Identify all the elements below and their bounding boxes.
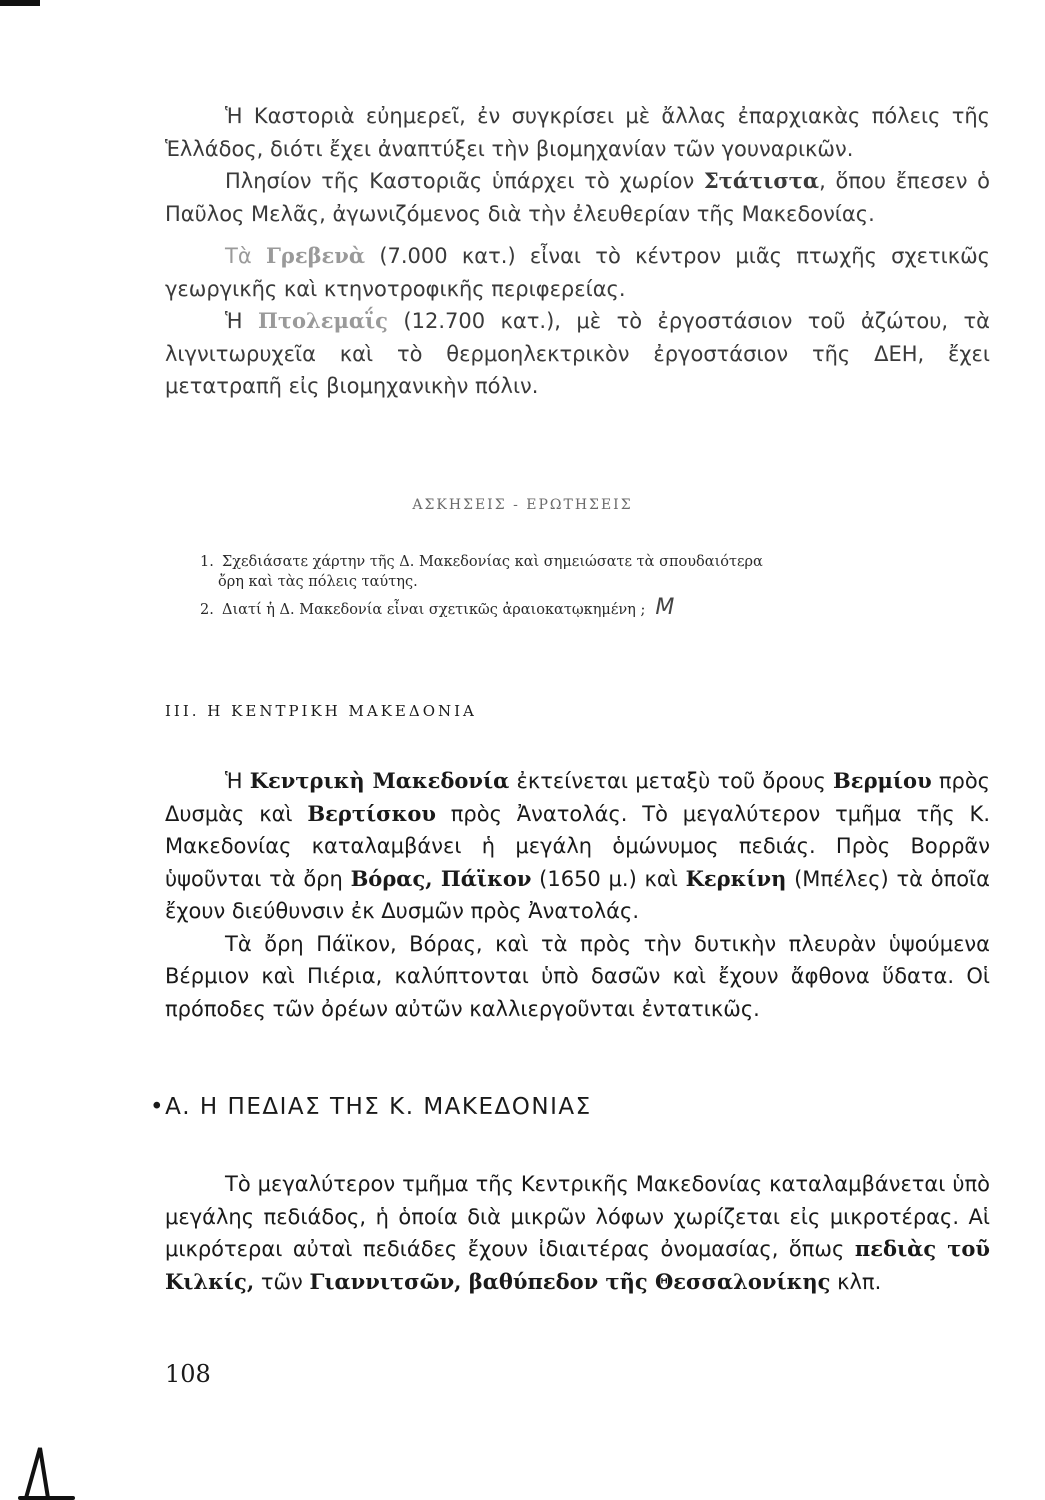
chapter-heading-wrap: [165, 702, 990, 720]
question-text: Σχεδιάσατε χάρτην τῆς Δ. Μακεδονίας καὶ σημειώσατε τὰ σπουδαιότερα: [222, 554, 763, 570]
questions-list: [200, 552, 990, 620]
section-heading: •Α. Η ΠΕΔΙΑΣ ΤΗΣ Κ. ΜΑΚΕΔΟΝΙΑΣ: [150, 1094, 592, 1120]
bold-term: Στάτιστα: [703, 168, 820, 193]
bold-term: Βερμίου: [833, 768, 932, 793]
paragraph-grevena: [165, 240, 990, 305]
chapter-heading: ΙΙΙ. Η ΚΕΝΤΡΙΚΗ ΜΑΚΕΔΟΝΙΑ: [165, 702, 477, 720]
handwritten-mark: M: [655, 595, 675, 620]
text-span: τῶν: [254, 1269, 310, 1294]
text-span: (1650 μ.) καὶ: [531, 866, 686, 891]
bold-term: πεδιὰς τοῦ Κιλκίς,: [165, 1236, 990, 1294]
central-paragraphs: [165, 765, 990, 1025]
text-span: κλπ.: [830, 1269, 882, 1294]
bold-term: Κεντρικὴ Μακεδονία: [249, 768, 510, 793]
bold-term: Κερκίνη: [685, 865, 787, 891]
handwritten-stroke-icon: [18, 1440, 78, 1500]
text-span: (12.700 κατ.), μὲ τὸ ἐργοστάσιον τοῦ ἀζώτου, τὰ λιγνιτωρυχεῖα καὶ τὸ θερμοηλεκτρικὸν ἐργοστάσιον τῆς ΔΕΗ, ἔχει μετατραπῆ εἰς βιομηχανικὴν πόλιν.: [165, 309, 990, 398]
scan-corner-mark: [0, 0, 40, 6]
question-item: [200, 595, 990, 620]
text-span: Τὸ μεγαλύτερον τμῆμα τῆς Κεντρικῆς Μακεδονίας καταλαμβάνεται ὑπὸ μεγάλης πεδιάδος, ἡ ὁποία διὰ μικρῶν λόφων χωρίζεται εἰς μικροτέρας. Αἱ μικρότεραι αὐταὶ πεδιάδες ἔχουν ἰδιαιτέρας ὀνομασίας, ὅπως: [165, 1172, 990, 1261]
paragraph-statista: [165, 165, 990, 230]
text-span: , ὅπου ἔπεσεν ὁ Παῦλος Μελᾶς, ἀγωνιζόμενος διὰ τὴν ἐλευθερίαν τῆς Μακεδονίας.: [165, 169, 990, 226]
question-number: 1.: [200, 554, 214, 570]
bold-term: Βόρας, Πάϊκον: [350, 865, 532, 891]
question-text: Διατί ἡ Δ. Μακεδονία εἶναι σχετικῶς ἀραιοκατῳκημένη ;: [222, 602, 646, 618]
text-span: ἐκτείνεται μεταξὺ τοῦ ὄρους: [509, 769, 834, 793]
paragraph-kastoria: Ἡ Καστοριὰ εὐημερεῖ, ἐν συγκρίσει μὲ ἄλλας ἐπαρχιακὰς πόλεις τῆς Ἑλλάδος, διότι ἔχει ἀναπτύξει τὴν βιομηχανίαν τῶν γουναρικῶν.: [165, 104, 990, 161]
top-paragraphs: [165, 100, 990, 403]
page-number: 108: [165, 1360, 211, 1388]
question-item-continuation: ὄρη καὶ τὰς πόλεις ταύτης.: [218, 574, 418, 590]
bold-term: Γιαννιτσῶν, βαθύπεδον τῆς Θεσσαλονίκης: [309, 1268, 831, 1294]
bold-term: Πτολεμαΐς: [258, 308, 388, 333]
question-number: 2.: [200, 602, 214, 618]
paragraph-mountains: Τὰ ὄρη Πάϊκον, Βόρας, καὶ τὰ πρὸς τὴν δυτικὴν πλευρὰν ὑψούμενα Βέρμιον καὶ Πιέρια, καλύπτονται ὑπὸ δασῶν καὶ ἔχουν ἄφθονα ὕδατα. Οἱ πρόποδες τῶν ὀρέων αὐτῶν καλλιεργοῦνται ἐντατικῶς.: [165, 931, 990, 1021]
text-span: Ἡ: [225, 309, 259, 333]
paragraph-plain: [165, 1168, 990, 1298]
text-span: πρὸς Δυσμὰς καὶ: [165, 769, 990, 826]
paragraph-central: [165, 765, 990, 928]
exercises-heading: ΑΣΚΗΣΕΙΣ - ΕΡΩΤΗΣΕΙΣ: [412, 497, 633, 513]
question-item: [200, 552, 990, 572]
bold-term: Γρεβενὰ: [265, 243, 366, 268]
text-span: Ἡ: [225, 769, 250, 793]
text-span: Τὰ: [225, 244, 266, 268]
text-span: Πλησίον τῆς Καστοριᾶς ὑπάρχει τὸ χωρίον: [225, 169, 704, 193]
text-span: (7.000 κατ.) εἶναι τὸ κέντρον μιᾶς πτωχῆς σχετικῶς γεωργικῆς καὶ κτηνοτροφικῆς περιφερείας.: [165, 244, 990, 301]
paragraph-ptolemais: [165, 305, 990, 403]
plain-paragraph-wrap: [165, 1168, 990, 1298]
text-span: (Μπέλες) τὰ ὁποῖα ἔχουν διεύθυνσιν ἐκ Δυσμῶν πρὸς Ἀνατολάς.: [165, 866, 990, 923]
bold-term: Βερτίσκου: [307, 800, 436, 826]
text-span: πρὸς Ἀνατολάς. Τὸ μεγαλύτερον τμῆμα τῆς Κ. Μακεδονίας καταλαμβάνει ἡ μεγάλη ὁμώνυμος πεδιάς. Πρὸς Βορρᾶν ὑψοῦνται τὰ ὄρη: [165, 801, 990, 891]
